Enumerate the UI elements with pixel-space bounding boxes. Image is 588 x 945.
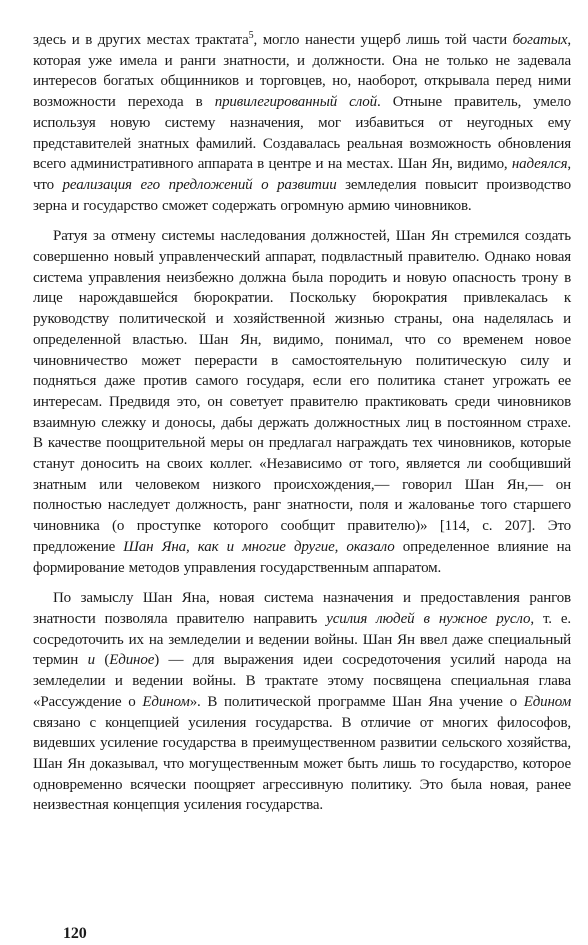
paragraph	[33, 226, 571, 578]
text-run: связано с концепцией усиления государства. В отличие от многих философов, видевших усиление государства в преимущественном развитии сельского хозяйства, Шан Ян доказывал, что могущественным может быть лишь то государство, которое одновременно всячески поощряет агрессивную политику. Это была новая, ранее неизвестная концепция усиления государства.	[33, 714, 571, 814]
text-run: , могло нанести ущерб лишь той части	[253, 32, 513, 48]
page-number: 120	[63, 925, 87, 942]
text-run: определенное влияние на формирование методов управления государственным аппаратом.	[33, 538, 571, 576]
emphasized-text: и	[87, 652, 95, 669]
emphasized-text: Едином	[142, 693, 190, 710]
book-page	[33, 30, 571, 942]
text-run: По замыслу Шан Яна, новая система назначения и предоставления рангов знатности позволяла правителю направить	[33, 590, 571, 627]
emphasized-text: привилегированный слой	[214, 94, 377, 111]
text-run: (	[94, 652, 110, 669]
emphasized-text: надеялся	[511, 156, 568, 173]
emphasized-text: Единое	[109, 652, 155, 669]
emphasized-text: Едином	[523, 693, 571, 710]
text-run: Ратуя за отмену системы наследования должностей, Шан Ян стремился создать совершенно новый управленческий аппарат, подвластный правителю. Однако новая система управления неизбежно должна была породить и новую опасность трону в лице нарождавшейся бюрократии. Поскольку бюрократия привлекалась к руководству политической и хозяйственной жизнью страны, она наделялась и определенной властью. Шан Ян, видимо, понимал, что со временем новое чиновничество может перерасти в самостоятельную политическую силу и подняться даже против самого государя, если его политика станет угрожать ее интересам. Предвидя это, он советует правителю практиковать среди чиновников взаимную слежку и доносы, дабы держать должностных лиц в постоянном страхе. В качестве поощрительной меры он предлагал награждать тех чиновников, которые станут доносить на своих коллег. «Независимо от того, является ли сообщивший знатным или человеком низкого происхождения,— говорил Шан Ян,— он полностью наследует должность, ранг знатности, поля и жалованье того старшего чиновника (о проступке которого сообщит правителю)» [114, с. 207]. Это предложение	[33, 228, 571, 555]
text-run: ». В политической программе Шан Яна учение о	[189, 693, 524, 710]
text-run: здесь и в других местах трактата	[33, 32, 249, 48]
text-run: , которая уже имела и ранги знатности, и должности. Она не только не задевала интересов богатых общинников и торговцев, но, наоборот, открывала перед ними возможности перехода в	[33, 32, 571, 111]
emphasized-text: богатых	[512, 32, 568, 48]
text-run: , что	[33, 156, 571, 193]
paragraph	[33, 30, 571, 216]
footnote-marker: 5	[248, 30, 254, 41]
text-run: , т. е. сосредоточить их на земледелии и ведении войны. Шан Ян ввел даже специальный термин	[33, 610, 571, 669]
text-body	[33, 30, 571, 816]
text-run: ) — для выражения идеи сосредоточения усилий народа на земледелии и ведении войны. В трактате этому посвящена специальная глава «Рассуждение о	[33, 652, 571, 710]
text-run: земледелия повысит производство зерна и государство сможет содержать огромную армию чиновников.	[33, 176, 571, 214]
text-run: . Отныне правитель, умело используя новую систему назначения, мог избавиться от неугодных ему представителей знатных фамилий. Создавалась реальная возможность обновления всего административного аппарата в центре и на местах. Шан Ян, видимо,	[33, 94, 571, 173]
emphasized-text: усилия людей в нужное русло	[326, 610, 531, 627]
emphasized-text: Шан Яна, как и многие другие, оказало	[123, 538, 395, 555]
emphasized-text: реализация его предложений о развитии	[62, 176, 337, 193]
paragraph	[33, 588, 571, 816]
